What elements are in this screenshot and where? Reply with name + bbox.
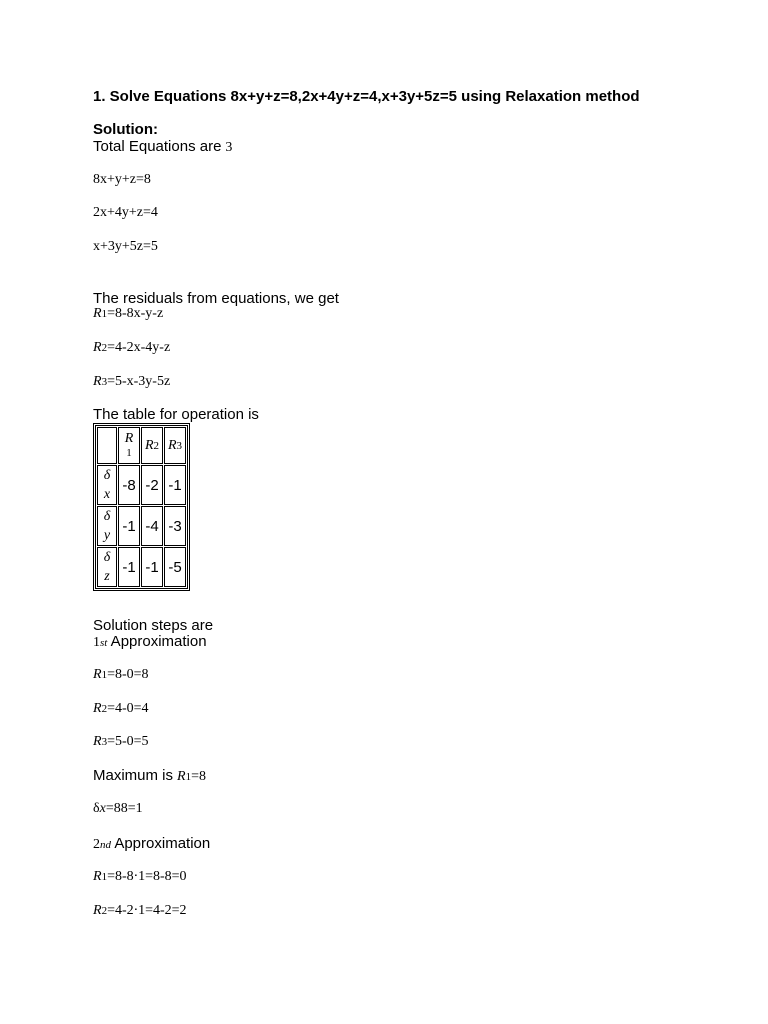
table-corner-cell [97,427,117,464]
equation-2: 2x+4y+z=4 [93,205,158,220]
table-cell: -4 [141,506,163,546]
row-header-dz: δ z [97,547,117,587]
residual-1: R1=8-8x-y-z [93,306,164,321]
row-header-dx: δ x [97,465,117,505]
table-cell: -1 [118,547,140,587]
total-equations-line [93,139,232,155]
table-cell: -3 [164,506,186,546]
residual-3: R3=5-x-3y-5z [93,374,171,389]
approx1-line-1: R1=8-0=8 [93,667,149,682]
header-r3: R3 [164,427,186,464]
table-row [97,547,186,587]
steps-intro: Solution steps are [93,617,214,634]
delta-x-line: δx=88=1 [93,801,143,816]
header-r1: R 1 [118,427,140,464]
approx2-line-1: R1=8-8⋅1=8-8=0 [93,869,187,884]
total-equations-value: 3 [225,140,233,155]
approximation-2-heading: 2nd Approximation [93,835,211,852]
table-row [97,465,186,505]
row-header-dy: δ y [97,506,117,546]
approx1-line-2: R2=4-0=4 [93,701,149,716]
approx2-line-2: R2=4-2⋅1=4-2=2 [93,903,187,918]
table-cell: -2 [141,465,163,505]
maximum-line: Maximum is R1=8 [93,767,206,784]
approximation-1-heading: 1st Approximation [93,633,207,650]
problem-title: 1. Solve Equations 8x+y+z=8,2x+4y+z=4,x+3y+5z=5 using Relaxation method [93,88,640,105]
table-intro: The table for operation is [93,406,259,423]
residuals-intro: The residuals from equations, we get [93,290,339,307]
equation-1: 8x+y+z=8 [93,172,151,187]
table-cell: -1 [164,465,186,505]
equation-3: x+3y+5z=5 [93,239,158,254]
operation-table [93,423,190,591]
table-cell: -1 [118,506,140,546]
table-cell: -1 [141,547,163,587]
header-r2: R2 [141,427,163,464]
table-cell: -8 [118,465,140,505]
table-cell: -5 [164,547,186,587]
approx1-line-3: R3=5-0=5 [93,734,149,749]
table-row [97,506,186,546]
table-header-row [97,427,186,464]
solution-heading: Solution: [93,121,158,138]
residual-2: R2=4-2x-4y-z [93,340,171,355]
total-equations-label: Total Equations are [93,138,222,155]
